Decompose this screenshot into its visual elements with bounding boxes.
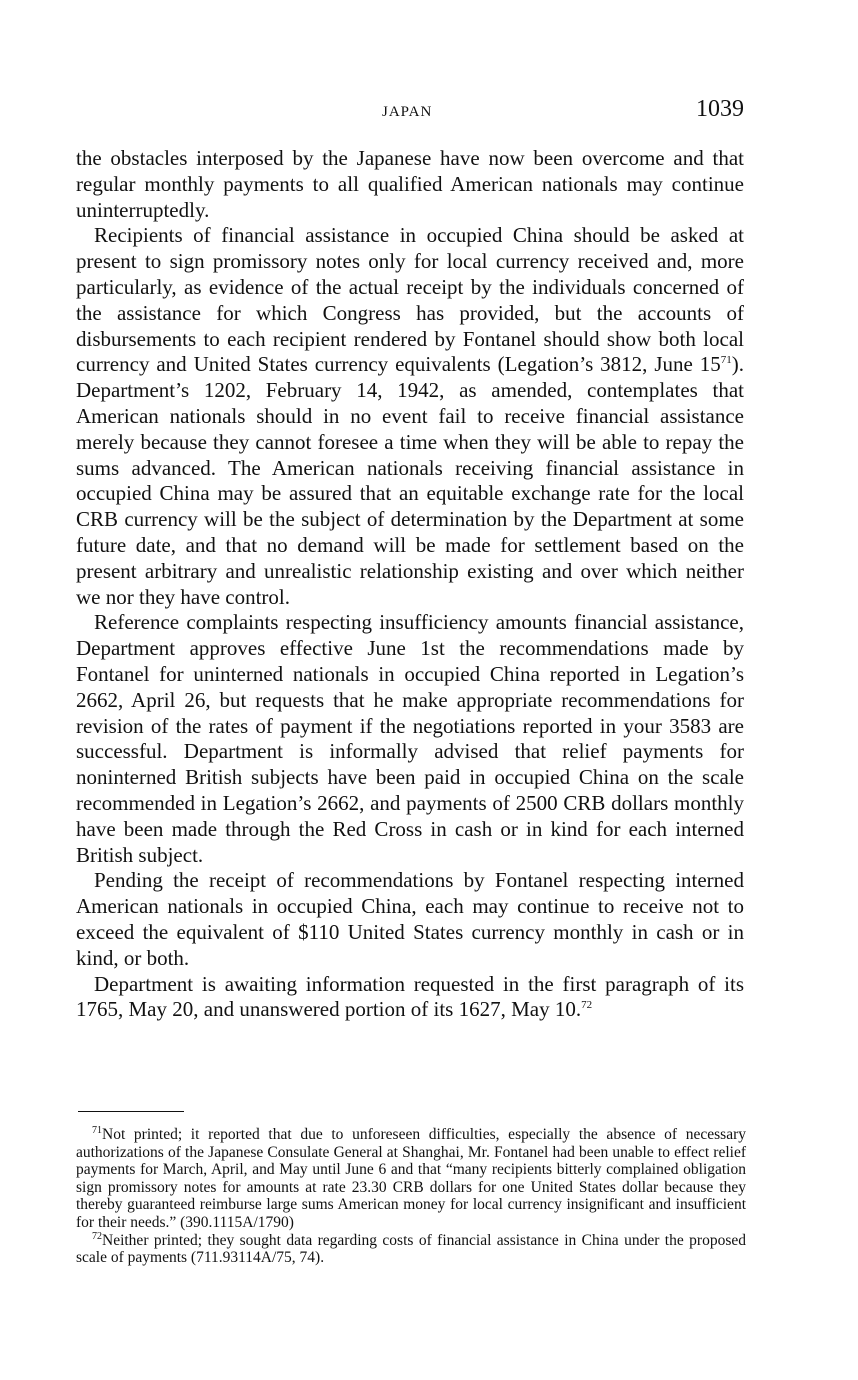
footnote-reference: 71: [720, 354, 732, 367]
body-text: [76, 146, 744, 1023]
footnote-text: Not printed; it reported that due to unforeseen difficulties, especially the absence of necessary authorizations of the Japanese Consulate General at Shanghai, Mr. Fontanel had been unable to effect relief payments for March, April, and May until June 6 and that “many recipients bitterly complained obligation sign promissory notes for amounts at rate 23.30 CRB dollars for one United States dollar because they thereby guaranteed reimburse large sums American money for local currency insignificant and insufficient for their needs.” (390.1115A/1790): [76, 1126, 746, 1231]
footnote-divider: [78, 1111, 184, 1112]
page-number: 1039: [696, 96, 744, 122]
running-head: JAPAN: [382, 104, 433, 120]
paragraph-complaints: Reference complaints respecting insufficiency amounts financial assistance, Department approves effective June 1st the recommendations made by Fontanel for uninterned nationals in occupied China reported in Legation’s 2662, April 26, but requests that he make appropriate recommendations for revision of the rates of payment if the negotiations reported in your 3583 are successful. Department is informally advised that relief payments for noninterned British subjects have been paid in occupied China on the scale recommended in Legation’s 2662, and payments of 2500 CRB dollars monthly have been made through the Red Cross in cash or in kind for each interned British subject.: [76, 610, 744, 867]
paragraph-promissory-notes: [76, 223, 744, 610]
footnote-mark: 71: [92, 1124, 102, 1136]
footnote-reference: 72: [581, 999, 593, 1012]
footnotes: [76, 1126, 746, 1267]
footnote: [76, 1232, 746, 1267]
paragraph-awaiting-information: [76, 972, 744, 1024]
paragraph-text: Department is awaiting information requested in the first paragraph of its 1765, May 20, and unanswered portion of its 1627, May 10.: [76, 971, 744, 1022]
paragraph-text: ). Department’s 1202, February 14, 1942, as amended, contemplates that American nationals should in no event fail to receive financial assistance merely because they cannot foresee a time when they will be able to repay the sums advanced. The American nationals receiving financial assistance in occupied China may be assured that an equitable exchange rate for the local CRB currency will be the subject of determination by the Department at some future date, and that no demand will be made for settlement based on the present arbitrary and unrealistic relationship existing and over which neither we nor they have control.: [76, 352, 744, 609]
footnote-text: Neither printed; they sought data regarding costs of financial assistance in China under the proposed scale of payments (711.93114A/75, 74).: [76, 1231, 746, 1267]
paragraph-continuation: the obstacles interposed by the Japanese have now been overcome and that regular monthly payments to all qualified American nationals may continue uninterruptedly.: [76, 146, 744, 222]
paragraph-interned-nationals: Pending the receipt of recommendations by Fontanel respecting interned American nationals in occupied China, each may continue to receive not to exceed the equivalent of $110 United States currency monthly in cash or in kind, or both.: [76, 868, 744, 970]
paragraph-text: Recipients of financial assistance in occupied China should be asked at present to sign promissory notes only for local currency received and, more particularly, as evidence of the actual receipt by the individuals concerned of the assistance for which Congress has provided, but the accounts of disbursements to each recipient rendered by Fontanel should show both local currency and United States currency equivalents (Legation’s 3812, June 15: [76, 223, 744, 377]
footnote: [76, 1126, 746, 1232]
footnote-mark: 72: [92, 1230, 102, 1242]
